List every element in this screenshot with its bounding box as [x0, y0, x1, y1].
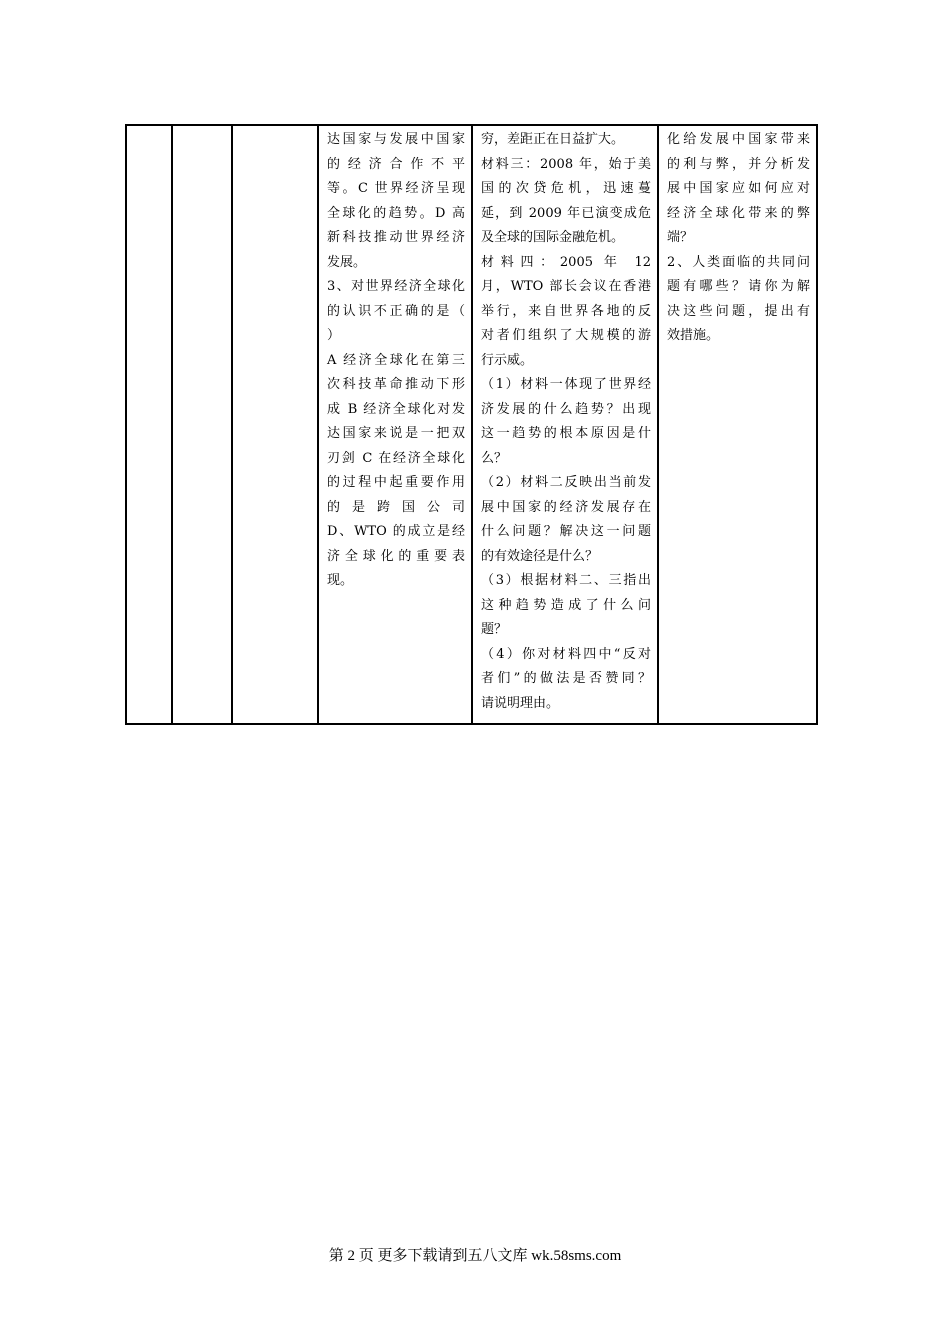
table-cell-col2	[172, 125, 232, 724]
cell-text-line: 对者们组织了大规模的游	[481, 328, 651, 343]
cell-text-line: 的利与弊，并分析发	[667, 156, 810, 172]
cell-text-line: 化给发展中国家带来	[667, 132, 810, 147]
cell-text-line: 及全球的国际金融危机。	[481, 230, 625, 245]
cell-text-line: 延，到 2009 年已演变成危	[481, 205, 651, 221]
table-cell-col1	[126, 125, 172, 724]
cell-text-line: 这一趋势的根本原因是什	[481, 426, 651, 441]
cell-text-line: （4）你对材料四中“反对	[481, 646, 651, 662]
cell-text-line: 的是跨国公司	[327, 499, 465, 515]
table-cell-col5	[472, 125, 658, 724]
cell-text-line: 的经济合作不平	[327, 156, 465, 172]
cell-text-line: 的过程中起重要作用	[327, 475, 465, 490]
table-cell-col6	[658, 125, 817, 724]
cell-text-line: 行示威。	[481, 352, 534, 368]
cell-text-line: D、WTO 的成立是经	[327, 524, 465, 539]
cell-text-line: 请说明理由。	[481, 695, 560, 711]
cell-text-line: ）	[327, 328, 341, 343]
cell-text-line: （3）根据材料二、三指出	[481, 573, 651, 588]
cell-text-line: 等。C 世界经济呈现	[327, 181, 465, 196]
cell-text-line: （1）材料一体现了世界经	[481, 377, 651, 392]
cell-text-line: （2）材料二反映出当前发	[481, 475, 651, 490]
cell-text-line: 3、对世界经济全球化	[327, 279, 465, 294]
cell-text-line: 达国家与发展中国家	[327, 132, 465, 147]
cell-text-line: 者们”的做法是否赞同？	[481, 671, 651, 686]
cell-text-line: 达国家来说是一把双	[327, 426, 465, 441]
cell-text-line: 材料四：2005 年 12	[481, 254, 651, 270]
page-footer: 第 2 页 更多下载请到五八文库 wk.58sms.com	[328, 1248, 622, 1264]
cell-text-line: 举行，来自世界各地的反	[481, 303, 651, 319]
cell-text-line: 刃剑 C 在经济全球化	[327, 450, 465, 466]
cell-text-line: 题有哪些？请你为解	[667, 279, 810, 294]
cell-text-line: 穷，差距正在日益扩大。	[481, 132, 625, 147]
cell-text-line: 新科技推动世界经济	[327, 230, 465, 245]
cell-text-line: 题？	[481, 622, 508, 637]
cell-text-line: 的认识不正确的是（	[327, 303, 465, 319]
table-cell-col3	[232, 125, 318, 724]
cell-text-line: 经济全球化带来的弊	[667, 205, 810, 221]
cell-text-line: 效措施。	[667, 328, 720, 343]
table-row	[126, 125, 817, 724]
cell-text-line: 的有效途径是什么？	[481, 548, 599, 564]
cell-text-line: 国的次贷危机，迅速蔓	[481, 181, 651, 196]
cell-text-line: 全球化的趋势。D 高	[327, 205, 465, 221]
cell-text-line: 现。	[327, 573, 354, 588]
cell-text-line: 展中国家的经济发展存在	[481, 499, 651, 515]
cell-text-line: 什么问题？解决这一问题	[481, 524, 651, 539]
cell-text-line: 月，WTO 部长会议在香港	[481, 279, 651, 294]
cell-text-line: 展中国家应如何应对	[667, 181, 810, 196]
cell-text-line: A 经济全球化在第三	[327, 352, 465, 368]
cell-text-line: 材料三：2008 年，始于美	[481, 156, 651, 172]
cell-text-line: 2、人类面临的共同问	[667, 254, 810, 270]
cell-text-line: 发展。	[327, 254, 367, 270]
content-table	[125, 124, 818, 725]
cell-text-line: 端？	[667, 230, 694, 245]
cell-text-line: 济发展的什么趋势？出现	[481, 401, 651, 417]
cell-text-line: 决这些问题，提出有	[667, 303, 810, 319]
cell-text-line: 么？	[481, 450, 508, 466]
cell-text-line: 成 B 经济全球化对发	[327, 401, 465, 417]
cell-text-line: 这种趋势造成了什么问	[481, 597, 651, 613]
table-cell-col4	[318, 125, 472, 724]
cell-text-line: 次科技革命推动下形	[327, 377, 465, 392]
cell-text-line: 济全球化的重要表	[327, 548, 465, 564]
